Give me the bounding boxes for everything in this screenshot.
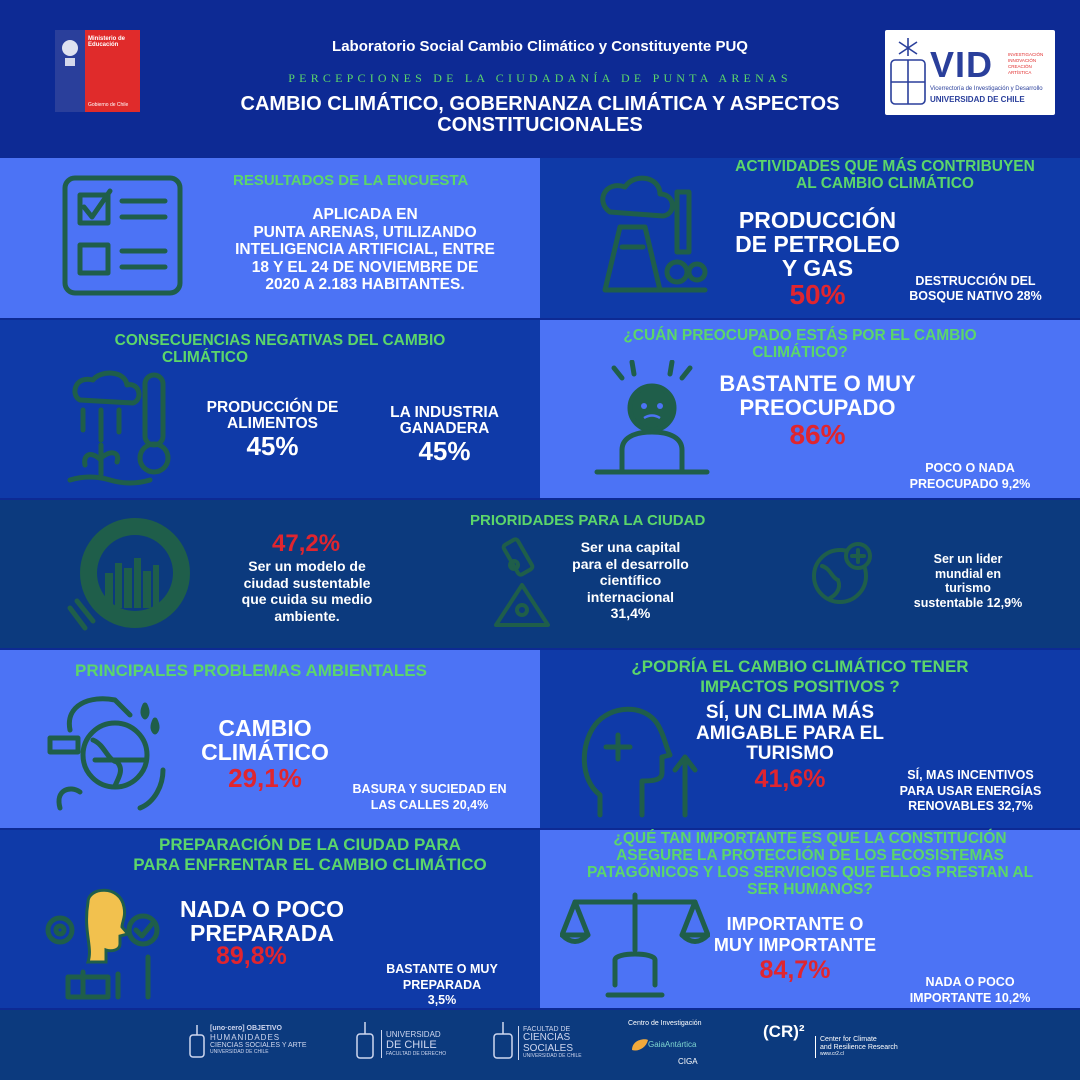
coat-of-arms-icon [55, 30, 85, 75]
activities-pct: 50% [789, 279, 846, 310]
constitution-heading-1: ¿QUÉ TAN IMPORTANTE ES QUE LA CONSTITUCIÓN [613, 830, 1007, 847]
priority2-line2: para el desarrollo [572, 555, 689, 572]
preparation-pct: 89,8% [216, 942, 287, 970]
priority2-line3: científico [599, 572, 662, 588]
priority2-line5: 31,4% [610, 605, 651, 621]
preparation-secondary [362, 962, 522, 1009]
activities-heading-1: ACTIVIDADES QUE MÁS CONTRIBUYEN [735, 158, 1035, 175]
constitution-heading-4: SER HUMANOS? [747, 881, 873, 898]
vid-sub2: UNIVERSIDAD DE CHILE [930, 95, 1025, 104]
vid-logo [885, 30, 1055, 115]
leaf-icon [630, 1038, 650, 1052]
footer-l4c: CIGA [678, 1057, 698, 1066]
survey-line4: 18 Y EL 24 DE NOVIEMBRE DE [251, 258, 479, 276]
positive-heading [575, 657, 1025, 697]
constitution-heading [560, 830, 1060, 898]
positive-main-2: AMIGABLE PARA EL [696, 722, 884, 744]
constitution-pct: 84,7% [759, 956, 831, 984]
activities-sec-1: DESTRUCCIÓN DEL [915, 274, 1036, 288]
positive-heading-1: ¿PODRÍA EL CAMBIO CLIMÁTICO TENER [631, 657, 969, 676]
vid-sub1: Vicerrectoría de Investigación y Desarrollo [930, 86, 1043, 92]
survey-line1: APLICADA EN [312, 206, 418, 223]
priority2-line1: Ser una capital [580, 539, 681, 555]
university-crest-icon [887, 36, 929, 108]
vid-tag1: INVESTIGACIÓN [1008, 52, 1044, 57]
problems-pct: 29,1% [228, 763, 302, 793]
priorities-heading: PRIORIDADES PARA LA CIUDAD [470, 512, 706, 529]
footer-l5c: and Resilience Research [820, 1044, 898, 1052]
footer-l3a: FACULTAD DE [523, 1026, 571, 1033]
survey-heading: RESULTADOS DE LA ENCUESTA [233, 172, 469, 189]
footer-l5a: (CR)² [763, 1022, 805, 1041]
microscope-icon [488, 535, 558, 630]
survey-line5: 2020 A 2.183 HABITANTES. [265, 276, 465, 293]
logo-line1: Ministerio de [88, 36, 126, 42]
crest-icon [355, 1022, 375, 1062]
priority3-line3: turismo [945, 581, 991, 595]
activities-sec-2: BOSQUE NATIVO 28% [909, 289, 1042, 303]
priority1-line2: ciudad sustentable [243, 574, 371, 591]
preparation-sec-2: PREPARADA [402, 977, 482, 992]
consequences-b-2: GANADERA [399, 420, 490, 437]
problems-sec-1: BASURA Y SUCIEDAD EN [352, 782, 507, 796]
hands-globe-icon [45, 690, 170, 815]
footer-l4b: GaiaAntártica [648, 1040, 697, 1049]
preparation-heading-2: PARA ENFRENTAR EL CAMBIO CLIMÁTICO [133, 855, 487, 874]
consequences-b [372, 405, 517, 465]
constitution-sec-2: IMPORTANTE 10,2% [909, 990, 1031, 1005]
preparation-main-1: NADA O POCO [180, 896, 344, 922]
footer-l1d: UNIVERSIDAD DE CHILE [210, 1049, 269, 1056]
worry-heading-2: CLIMÁTICO? [752, 344, 848, 361]
person-thinking-icon [38, 882, 168, 1002]
constitution-sec-1: NADA O POCO [925, 975, 1015, 989]
activities-main-1: PRODUCCIÓN [738, 207, 897, 233]
constitution-main-2: MUY IMPORTANTE [713, 935, 877, 955]
preparation-heading-1: PREPARACIÓN DE LA CIUDAD PARA [159, 835, 461, 854]
footer-l3c: SOCIALES [523, 1042, 574, 1054]
positive-secondary [878, 768, 1063, 815]
consequences-a-2: ALIMENTOS [227, 415, 318, 432]
survey-line2: PUNTA ARENAS, UTILIZANDO [253, 223, 477, 241]
positive-sec-2: PARA USAR ENERGÍAS [899, 783, 1042, 798]
problems-main-1: CAMBIO [218, 715, 312, 741]
priority1-line4: ambiente. [274, 607, 340, 624]
footer-l1b: HUMANIDADES [210, 1033, 281, 1043]
footer-l1c: CIENCIAS SOCIALES Y ARTE [210, 1042, 307, 1050]
activities-main-3: Y GAS [781, 255, 854, 281]
problems-main-2: CLIMÁTICO [201, 739, 329, 765]
header-subtitle: PERCEPCIONES DE LA CIUDADANÍA DE PUNTA ARENAS [288, 71, 792, 85]
activities-heading-2: AL CAMBIO CLIMÁTICO [796, 175, 974, 192]
logo-line2: Educación [88, 42, 119, 48]
footer-l2b: DE CHILE [386, 1039, 437, 1052]
priority3-line2: mundial en [935, 566, 1001, 581]
priority1-pct: 47,2% [272, 530, 341, 557]
constitution-secondary [880, 975, 1060, 1006]
priority1-line1: Ser un modelo de [248, 558, 366, 574]
positive-sec-1: SÍ, MAS INCENTIVOS [907, 768, 1034, 782]
ministerio-logo [55, 30, 140, 112]
footer-l3d: UNIVERSIDAD DE CHILE [523, 1053, 582, 1060]
header-lab-title: Laboratorio Social Cambio Climático y Constituyente PUQ [332, 38, 748, 55]
footer-l1a: [uno·cero] OBJETIVO [210, 1025, 282, 1032]
worry-main-2: PREOCUPADO [739, 395, 896, 420]
priority1-line3: que cuida su medio [241, 591, 373, 607]
consequences-a-pct: 45% [246, 431, 299, 461]
worried-person-icon [592, 360, 712, 480]
footer-l4a: Centro de Investigación [628, 1020, 702, 1027]
worry-heading-1: ¿CUÁN PREOCUPADO ESTÁS POR EL CAMBIO [623, 327, 977, 344]
problems-sec-2: LAS CALLES 20,4% [370, 797, 489, 812]
worry-main-1: BASTANTE O MUY [719, 371, 916, 396]
vid-word: VID [930, 44, 994, 85]
priority1-text [222, 558, 392, 624]
preparation-sec-1: BASTANTE O MUY [386, 962, 498, 976]
header-main-title: CAMBIO CLIMÁTICO, GOBERNANZA CLIMÁTICA Y ASPECTOS [240, 93, 840, 115]
preparation-sec-3: 3,5% [427, 993, 457, 1007]
header-main-title-2: CONSTITUCIONALES [437, 114, 643, 136]
consequences-a-1: PRODUCCIÓN DE [206, 399, 339, 416]
worry-sec-2: PREOCUPADO 9,2% [909, 477, 1031, 491]
preparation-main [172, 897, 352, 945]
positive-main-3: TURISMO [746, 743, 834, 764]
problems-heading: PRINCIPALES PROBLEMAS AMBIENTALES [75, 661, 427, 680]
factory-icon [585, 172, 710, 297]
activities-secondary [888, 274, 1063, 304]
constitution-heading-3: PATAGÓNICOS Y LOS SERVICIOS QUE ELLOS PRESTAN AL [586, 864, 1034, 881]
footer-logo-ciga [628, 1020, 738, 1066]
footer-l2c: FACULTAD DE DERECHO [386, 1050, 447, 1057]
health-head-icon [570, 695, 700, 825]
priority2-line4: internacional [586, 588, 675, 605]
problems-main [190, 716, 340, 792]
priority3-text [898, 552, 1038, 610]
positive-heading-2: IMPACTOS POSITIVOS ? [700, 677, 900, 696]
survey-text [210, 206, 520, 294]
preparation-heading [90, 835, 530, 875]
constitution-heading-2: ASEGURE LA PROTECCIÓN DE LOS ECOSISTEMAS [616, 847, 1004, 864]
sustainable-city-icon [65, 513, 205, 638]
priority2-text [558, 539, 703, 622]
activities-main-2: DE PETROLEO [735, 231, 900, 257]
plant-rain-icon [65, 370, 180, 490]
globe-travel-icon [808, 538, 880, 610]
preparation-main-2: PREPARADA [190, 920, 334, 946]
justice-scale-icon [560, 890, 710, 1000]
consequences-b-pct: 45% [418, 436, 471, 466]
consequences-heading [70, 332, 490, 366]
worry-secondary [880, 460, 1060, 492]
vid-tag3: CREACIÓN ARTÍSTICA [1008, 64, 1032, 75]
worry-sec-1: POCO O NADA [925, 461, 1015, 475]
consequences-a [195, 400, 350, 460]
consequences-heading-1: CONSECUENCIAS NEGATIVAS DEL CAMBIO [114, 332, 446, 349]
positive-sec-3: RENOVABLES 32,7% [908, 799, 1033, 813]
constitution-main [695, 914, 895, 984]
priority3-line4: sustentable 12,9% [913, 595, 1023, 610]
consequences-heading-2: CLIMÁTICO [161, 349, 249, 366]
checklist-icon [60, 173, 185, 298]
vid-tag2: INNOVACIÓN [1008, 58, 1037, 63]
worry-heading [575, 327, 1025, 361]
positive-pct: 41,6% [754, 764, 826, 793]
crest-icon [188, 1025, 206, 1061]
footer-l5b: Center for Climate [820, 1036, 877, 1043]
consequences-b-1: LA INDUSTRIA [390, 404, 499, 421]
crest-icon [492, 1022, 514, 1062]
logo-footer: Gobierno de Chile [88, 102, 129, 108]
positive-main-1: SÍ, UN CLIMA MÁS [705, 702, 875, 723]
positive-main [690, 703, 890, 793]
survey-line3: INTELIGENCIA ARTIFICIAL, ENTRE [235, 241, 495, 258]
footer-l3b: CIENCIAS [523, 1032, 571, 1044]
worry-pct: 86% [789, 419, 846, 450]
footer-l5d: www.cr2.cl [820, 1051, 844, 1058]
problems-secondary [332, 782, 527, 813]
worry-main [710, 372, 925, 450]
priority3-line1: Ser un lider [933, 552, 1003, 566]
footer-l2a: UNIVERSIDAD [386, 1030, 441, 1039]
constitution-main-1: IMPORTANTE O [726, 914, 864, 934]
activities-heading [700, 158, 1070, 192]
